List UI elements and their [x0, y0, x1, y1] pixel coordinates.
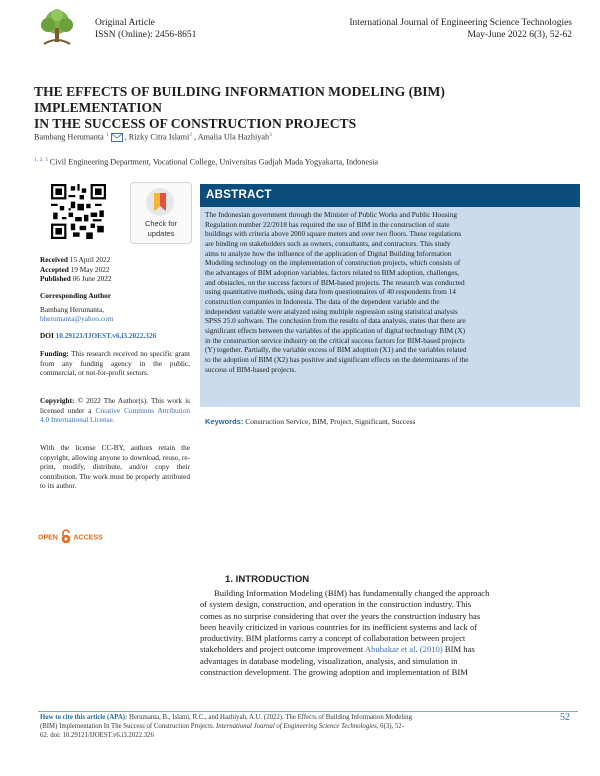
intro-text: Building Information Modeling (BIM) has fundamentally changed the approach of system design, construction, and operation in the construction industry. This comes as no surprise considering that over the years the construction industry has been heavily criticized in various countries for its inefficient systems and lack of productivity. BIM platforms carry a concept of collaboration between project stakeholders and project outcome improvement Abubakar et al. (2010) BIM has advantages in database modeling, visualization, analysis, and simulation in construction development. The growing adoption and implementation of BIM — [200, 588, 490, 678]
abstract-heading: ABSTRACT — [200, 184, 580, 207]
abstract-line: in the construction service industry on the critical success factors for BIM-based projects — [205, 335, 465, 345]
article-type: Original Article — [95, 18, 155, 28]
abstract-line: the advantages of BIM adoption variables, factors related to BIM adoption, challenges, — [205, 267, 460, 277]
journal-name: International Journal of Engineering Science Technologies — [349, 18, 572, 28]
article-dates: Received 15 April 2022 Accepted 19 May 2022 Published 06 June 2022 — [40, 255, 112, 284]
doi: DOI 10.29121/IJOEST.v6.i3.2022.326 — [40, 331, 157, 340]
abstract-line: success of BIM-based projects. — [205, 364, 297, 374]
citation-link[interactable]: Abubakar et al. (2010) — [364, 644, 443, 655]
author-email-link[interactable]: bherumanta@yahoo.com — [40, 314, 114, 324]
license-text: With the license CC-BY, authors retain the copyright, allowing anyone to download, reuse, re-print, modify, distribute, and/or copy their contribution. The work must be properly attributed to its author. — [40, 443, 190, 491]
bookmark-icon — [145, 187, 175, 217]
issn: ISSN (Online): 2456-8651 — [95, 30, 197, 40]
license-link[interactable]: Creative Commons Attribution 4.0 International License. — [40, 405, 190, 425]
abstract-line: Regulation number 22/2018 has required the use of BIM in the construction of state — [205, 219, 450, 229]
corresponding-author: Corresponding Author Bambang Herumanta, bherumanta@yahoo.com — [40, 291, 190, 324]
footer-divider — [38, 711, 578, 712]
qr-code[interactable] — [51, 184, 106, 239]
citation-footer: How to cite this article (APA): Herumanta, B., Islami, R.C., and Hazhiyah, A.U. (2022). The Effects of Building Information Modeling (BIM) Implementation In The Success of Construction Projects. International Journal of Engineering Science Technologies, 6(3), 52- 62. doi: 10.29121/IJOEST.v6.i3.2022.326 — [40, 714, 412, 739]
keywords: Keywords: Construction Service, BIM, Project, Significant, Success — [205, 417, 416, 426]
abstract-line: aims to analyze how the influence of the application of Digital Building Information — [205, 248, 452, 258]
abstract-line: to the adoption of BIM (X2) has positive and significant effects on the determinants of the — [205, 354, 469, 364]
journal-issue: May-June 2022 6(3), 52-62 — [467, 30, 572, 40]
funding: Funding: This research received no specific grant from any funding agency in the public, commercial, or not-for-profit sectors. — [40, 349, 190, 378]
author-2: , Rizky Citra Islami — [124, 132, 190, 142]
abstract-line: SPSS 25.0 software. The conclusion from the results of data analysis, states that there are — [205, 316, 466, 326]
copyright: Copyright: © 2022 The Author(s). This work is licensed under a Creative Commons Attribution 4.0 International License. — [40, 396, 191, 425]
email-icon[interactable] — [111, 133, 123, 142]
open-access-logo: OPEN ACCESS — [38, 529, 103, 546]
intro-heading: 1. INTRODUCTION — [225, 574, 310, 585]
page-number: 52 — [560, 712, 570, 723]
author-1: Bambang Herumanta — [34, 132, 104, 142]
abstract-line: using quantitative methods, using data from questionnaires of 40 respondents from 14 — [205, 287, 456, 297]
journal-logo — [34, 6, 80, 52]
abstract-line: are binding on stakeholders such as owners, consultants, and contractors. This study — [205, 238, 451, 248]
abstract-line: significant effects between the variables of the application of digital technology BIM (X) — [205, 325, 466, 335]
abstract-line: Modeling technology on the implementation of construction projects, which consists of — [205, 258, 461, 268]
abstract-line: (Y) together. Partially, the variable excess of BIM adoption (X1) and the variables related — [205, 345, 467, 355]
author-list: Bambang Herumanta $^1$ , Rizky Citra Islami$^2$ , Amalia Ula Hazhiyah$^3$ — [34, 132, 272, 142]
author-3: , Amalia Ula Hazhiyah — [194, 132, 270, 142]
abstract-line: and obstacles, on the success factors of BIM-based projects. The research was conducted — [205, 277, 465, 287]
abstract-line: construction companies in Indonesia. The data of the dependent variable and the — [205, 296, 440, 306]
check-for-updates-badge[interactable]: Check for updates — [130, 182, 192, 244]
abstract-line: buildings with criteria above 2000 square meters and over two floors. These regulations — [205, 229, 462, 239]
abstract-text — [205, 210, 575, 374]
abstract-line: independent variable were analyzed using multiple regression using statistical analysis — [205, 306, 458, 316]
doi-link[interactable]: 10.29121/IJOEST.v6.i3.2022.326 — [55, 331, 157, 340]
abstract-line: The Indonesian government through the Minister of Public Works and Public Housing — [205, 210, 457, 219]
page-title: THE EFFECTS OF BUILDING INFORMATION MODELING (BIM) IMPLEMENTATION IN THE SUCCESS OF CONSTRUCTION PROJECTS — [34, 84, 445, 131]
open-lock-icon — [60, 529, 72, 546]
affiliation: $^{1, 2, 3}$ Civil Engineering Department, Vocational College, Universitas Gadjah Mada Yogyakarta, Indonesia — [34, 157, 379, 167]
